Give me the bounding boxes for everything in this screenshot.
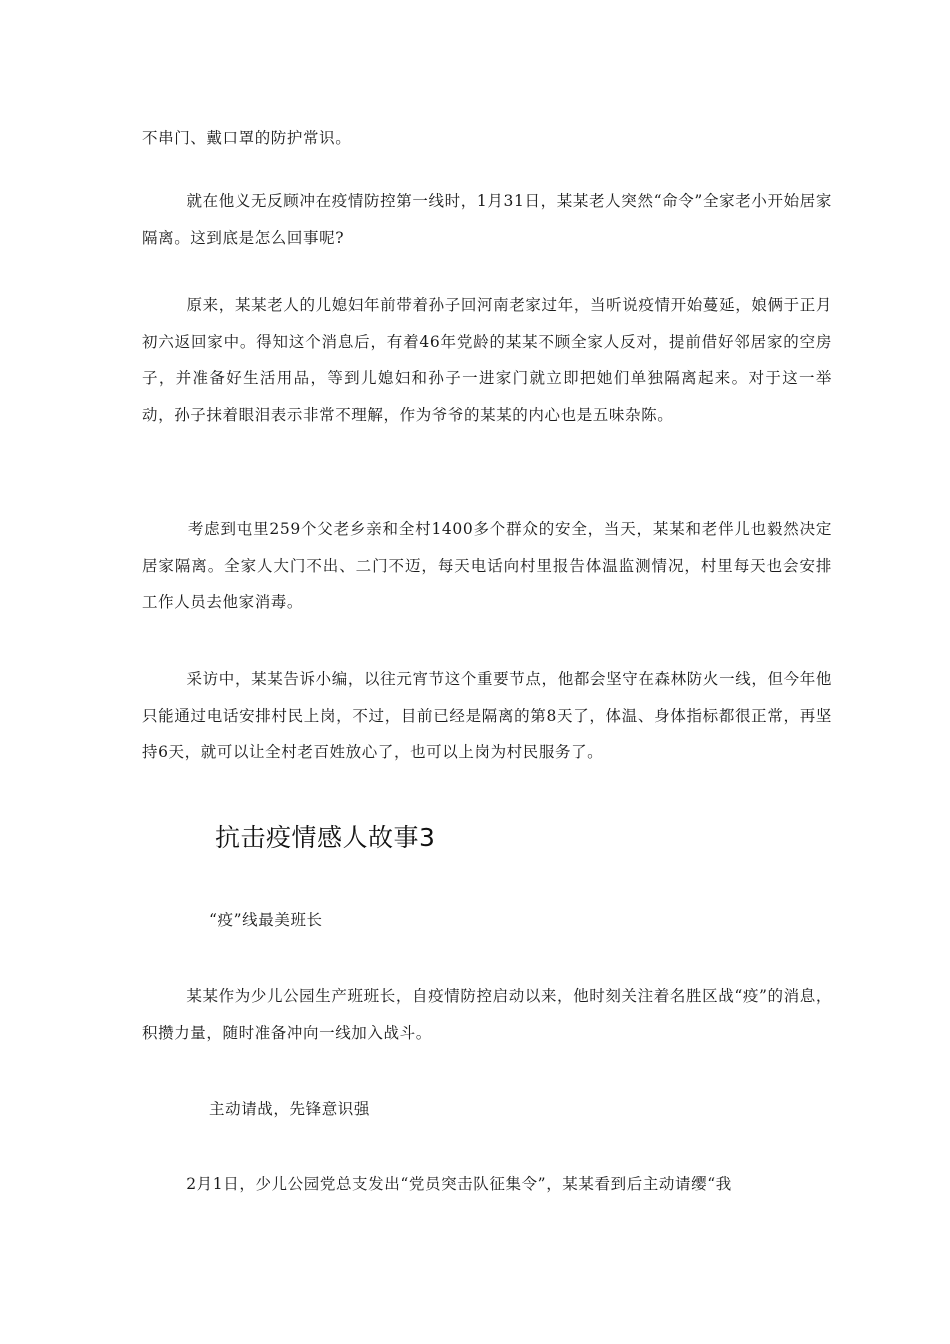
subtitle-yixian-banzhang: “疫”线最美班长 xyxy=(209,911,323,929)
section-heading: 抗击疫情感人故事3 xyxy=(215,823,436,852)
paragraph-7: 2月1日，少儿公园党总支发出“党员突击队征集令”，某某看到后主动请缨“我 xyxy=(142,1175,732,1193)
paragraph-5: 采访中，某某告诉小编，以往元宵节这个重要节点，他都会坚守在森林防火一线，但今年他只能通过电话安排村民上岗，不过，目前已经是隔离的第8天了，体温、身体指标都很正常，再坚持6天，就可以让全村老百姓放心了，也可以上岗为村民服务了。 xyxy=(142,670,832,761)
paragraph-6: 某某作为少儿公园生产班班长，自疫情防控启动以来，他时刻关注着名胜区战“疫”的消息，积攒力量，随时准备冲向一线加入战斗。 xyxy=(142,987,833,1042)
subtitle-zhudong-qingzhan: 主动请战，先锋意识强 xyxy=(209,1100,371,1118)
paragraph-4: 考虑到屯里259个父老乡亲和全村1400多个群众的安全，当天，某某和老伴儿也毅然决定居家隔离。全家人大门不出、二门不迈，每天电话向村里报告体温监测情况，村里每天也会安排工作人员去他家消毒。 xyxy=(142,520,833,611)
paragraph-2: 就在他义无反顾冲在疫情防控第一线时，1月31日，某某老人突然“命令”全家老小开始居家隔离。这到底是怎么回事呢? xyxy=(142,192,833,247)
paragraph-3: 原来，某某老人的儿媳妇年前带着孙子回河南老家过年，当听说疫情开始蔓延，娘俩于正月初六返回家中。得知这个消息后，有着46年党龄的某某不顾全家人反对，提前借好邻居家的空房子，并准备好生活用品，等到儿媳妇和孙子一进家门就立即把她们单独隔离起来。对于这一举动，孙子抹着眼泪表示非常不理解，作为爷爷的某某的内心也是五味杂陈。 xyxy=(142,296,832,424)
paragraph-1: 不串门、戴口罩的防护常识。 xyxy=(142,129,352,147)
